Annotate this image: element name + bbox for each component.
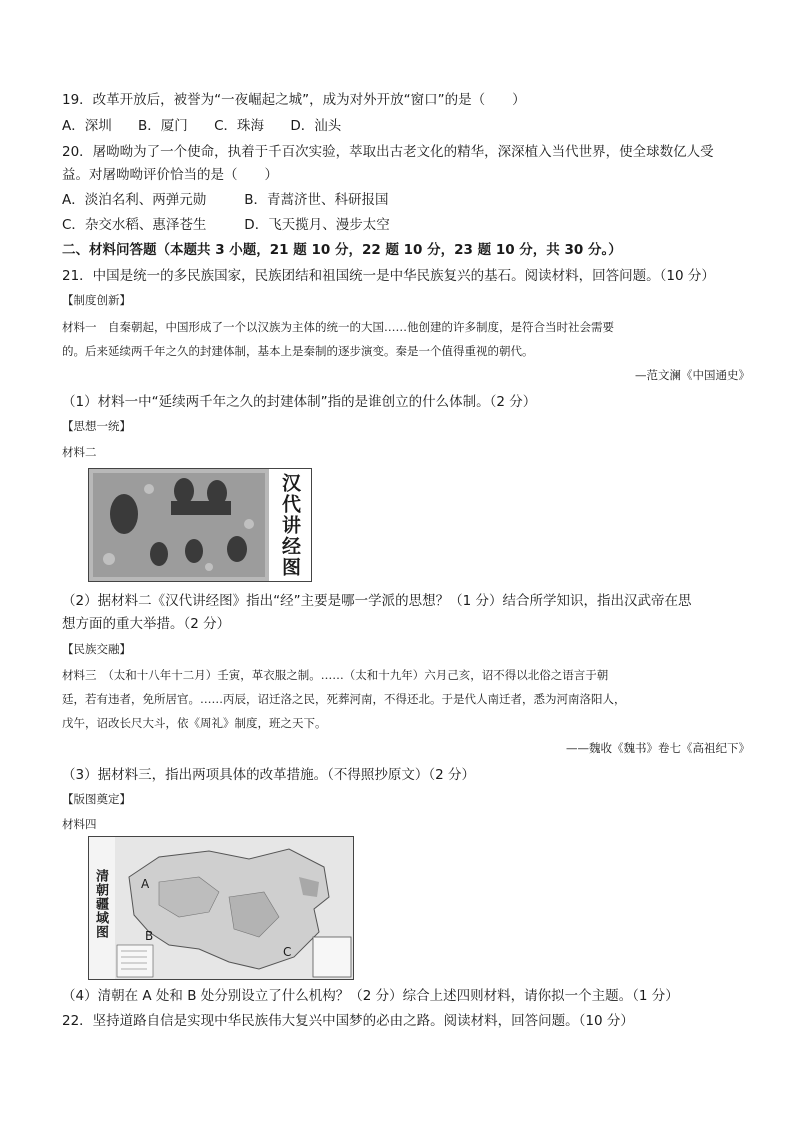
q22-stem: 22．坚持道路自信是实现中华民族伟大复兴中国梦的必由之路。阅读材料，回答问题。（10 分） <box>62 1013 634 1029</box>
map-mark-c: C <box>283 945 292 959</box>
qing-map-figure <box>88 836 354 980</box>
map-illustration <box>89 837 353 979</box>
figure1-title: 汉代讲经图 <box>279 473 301 578</box>
material1-line2: 的。后来延续两千年之久的封建体制，基本上是秦制的逐步演变。秦是一个值得重视的朝代。 <box>62 344 534 358</box>
material3-line1: 材料三 （太和十八年十二月）壬寅，革衣服之制。……（太和十九年）六月己亥，诏不得以北俗之语言于朝 <box>62 668 609 682</box>
q19-stem: 19．改革开放后，被誉为“一夜崛起之城”，成为对外开放“窗口”的是（ ） <box>62 92 526 108</box>
section-heading: 二、材料问答题（本题共 3 小题，21 题 10 分，22 题 10 分，23 题 10 分，共 30 分。） <box>62 242 622 258</box>
q21-sub1: （1）材料一中“延续两千年之久的封建体制”指的是谁创立的什么体制。（2 分） <box>62 394 537 410</box>
q20-option-c: C．杂交水稻、惠泽苍生 <box>62 217 207 233</box>
q21-sub3: （3）据材料三，指出两项具体的改革措施。（不得照抄原文）（2 分） <box>62 767 475 783</box>
material3-line2: 廷，若有违者，免所居官。……丙辰，诏迁洛之民，死葬河南，不得还北。于是代人南迁者，悉为河南洛阳人， <box>62 692 626 706</box>
material3-source: ——魏收《魏书》卷七《高祖纪下》 <box>566 741 750 755</box>
q20-option-b: B．青蒿济世、科研报国 <box>244 192 389 208</box>
material1-source: —范文澜《中国通史》 <box>635 368 750 382</box>
q21-sub2-line2: 想方面的重大举措。（2 分） <box>62 616 231 632</box>
material4-label: 材料四 <box>62 817 97 831</box>
q20-options-row1 <box>62 190 389 210</box>
q20-option-d: D．飞天揽月、漫步太空 <box>244 217 390 233</box>
tag-institution: 【制度创新】 <box>62 293 131 307</box>
material1-line1: 材料一 自秦朝起，中国形成了一个以汉族为主体的统一的大国……他创建的许多制度，是符合当时社会需要 <box>62 320 614 334</box>
map-mark-a: A <box>141 877 150 891</box>
tag-ethnic: 【民族交融】 <box>62 642 131 656</box>
relief-illustration <box>89 469 311 581</box>
q20-stem-line2: 益。对屠呦呦评价恰当的是（ ） <box>62 167 278 183</box>
q20-option-a: A．淡泊名利、两弹元勋 <box>62 192 207 208</box>
map-mark-b: B <box>145 929 154 943</box>
q19-options <box>62 116 363 136</box>
q20-stem-line1: 20．屠呦呦为了一个使命，执着于千百次实验，萃取出古老文化的精华，深深植入当代世界，使全球数亿人受 <box>62 144 714 160</box>
q19-option-a: A．深圳 <box>62 118 112 134</box>
tag-territory: 【版图奠定】 <box>62 792 131 806</box>
material2-label: 材料二 <box>62 445 97 459</box>
q21-sub2-line1: （2）据材料二《汉代讲经图》指出“经”主要是哪一学派的思想？（1 分）结合所学知识，指出汉武帝在思 <box>62 593 692 609</box>
q21-stem: 21．中国是统一的多民族国家，民族团结和祖国统一是中华民族复兴的基石。阅读材料，回答问题。（10 分） <box>62 268 715 284</box>
q19-option-b: B．厦门 <box>138 118 188 134</box>
q19-option-c: C．珠海 <box>214 118 265 134</box>
q20-options-row2 <box>62 215 390 235</box>
figure2-title: 清朝疆域图 <box>93 869 108 939</box>
han-lecture-figure <box>88 468 312 582</box>
tag-thought: 【思想一统】 <box>62 419 131 433</box>
q21-sub4: （4）清朝在 A 处和 B 处分别设立了什么机构？（2 分）综合上述四则材料，请你拟一个主题。（1 分） <box>62 988 679 1004</box>
q19-option-d: D．汕头 <box>290 118 342 134</box>
material3-line3: 戊午，诏改长尺大斗，依《周礼》制度，班之天下。 <box>62 716 327 730</box>
